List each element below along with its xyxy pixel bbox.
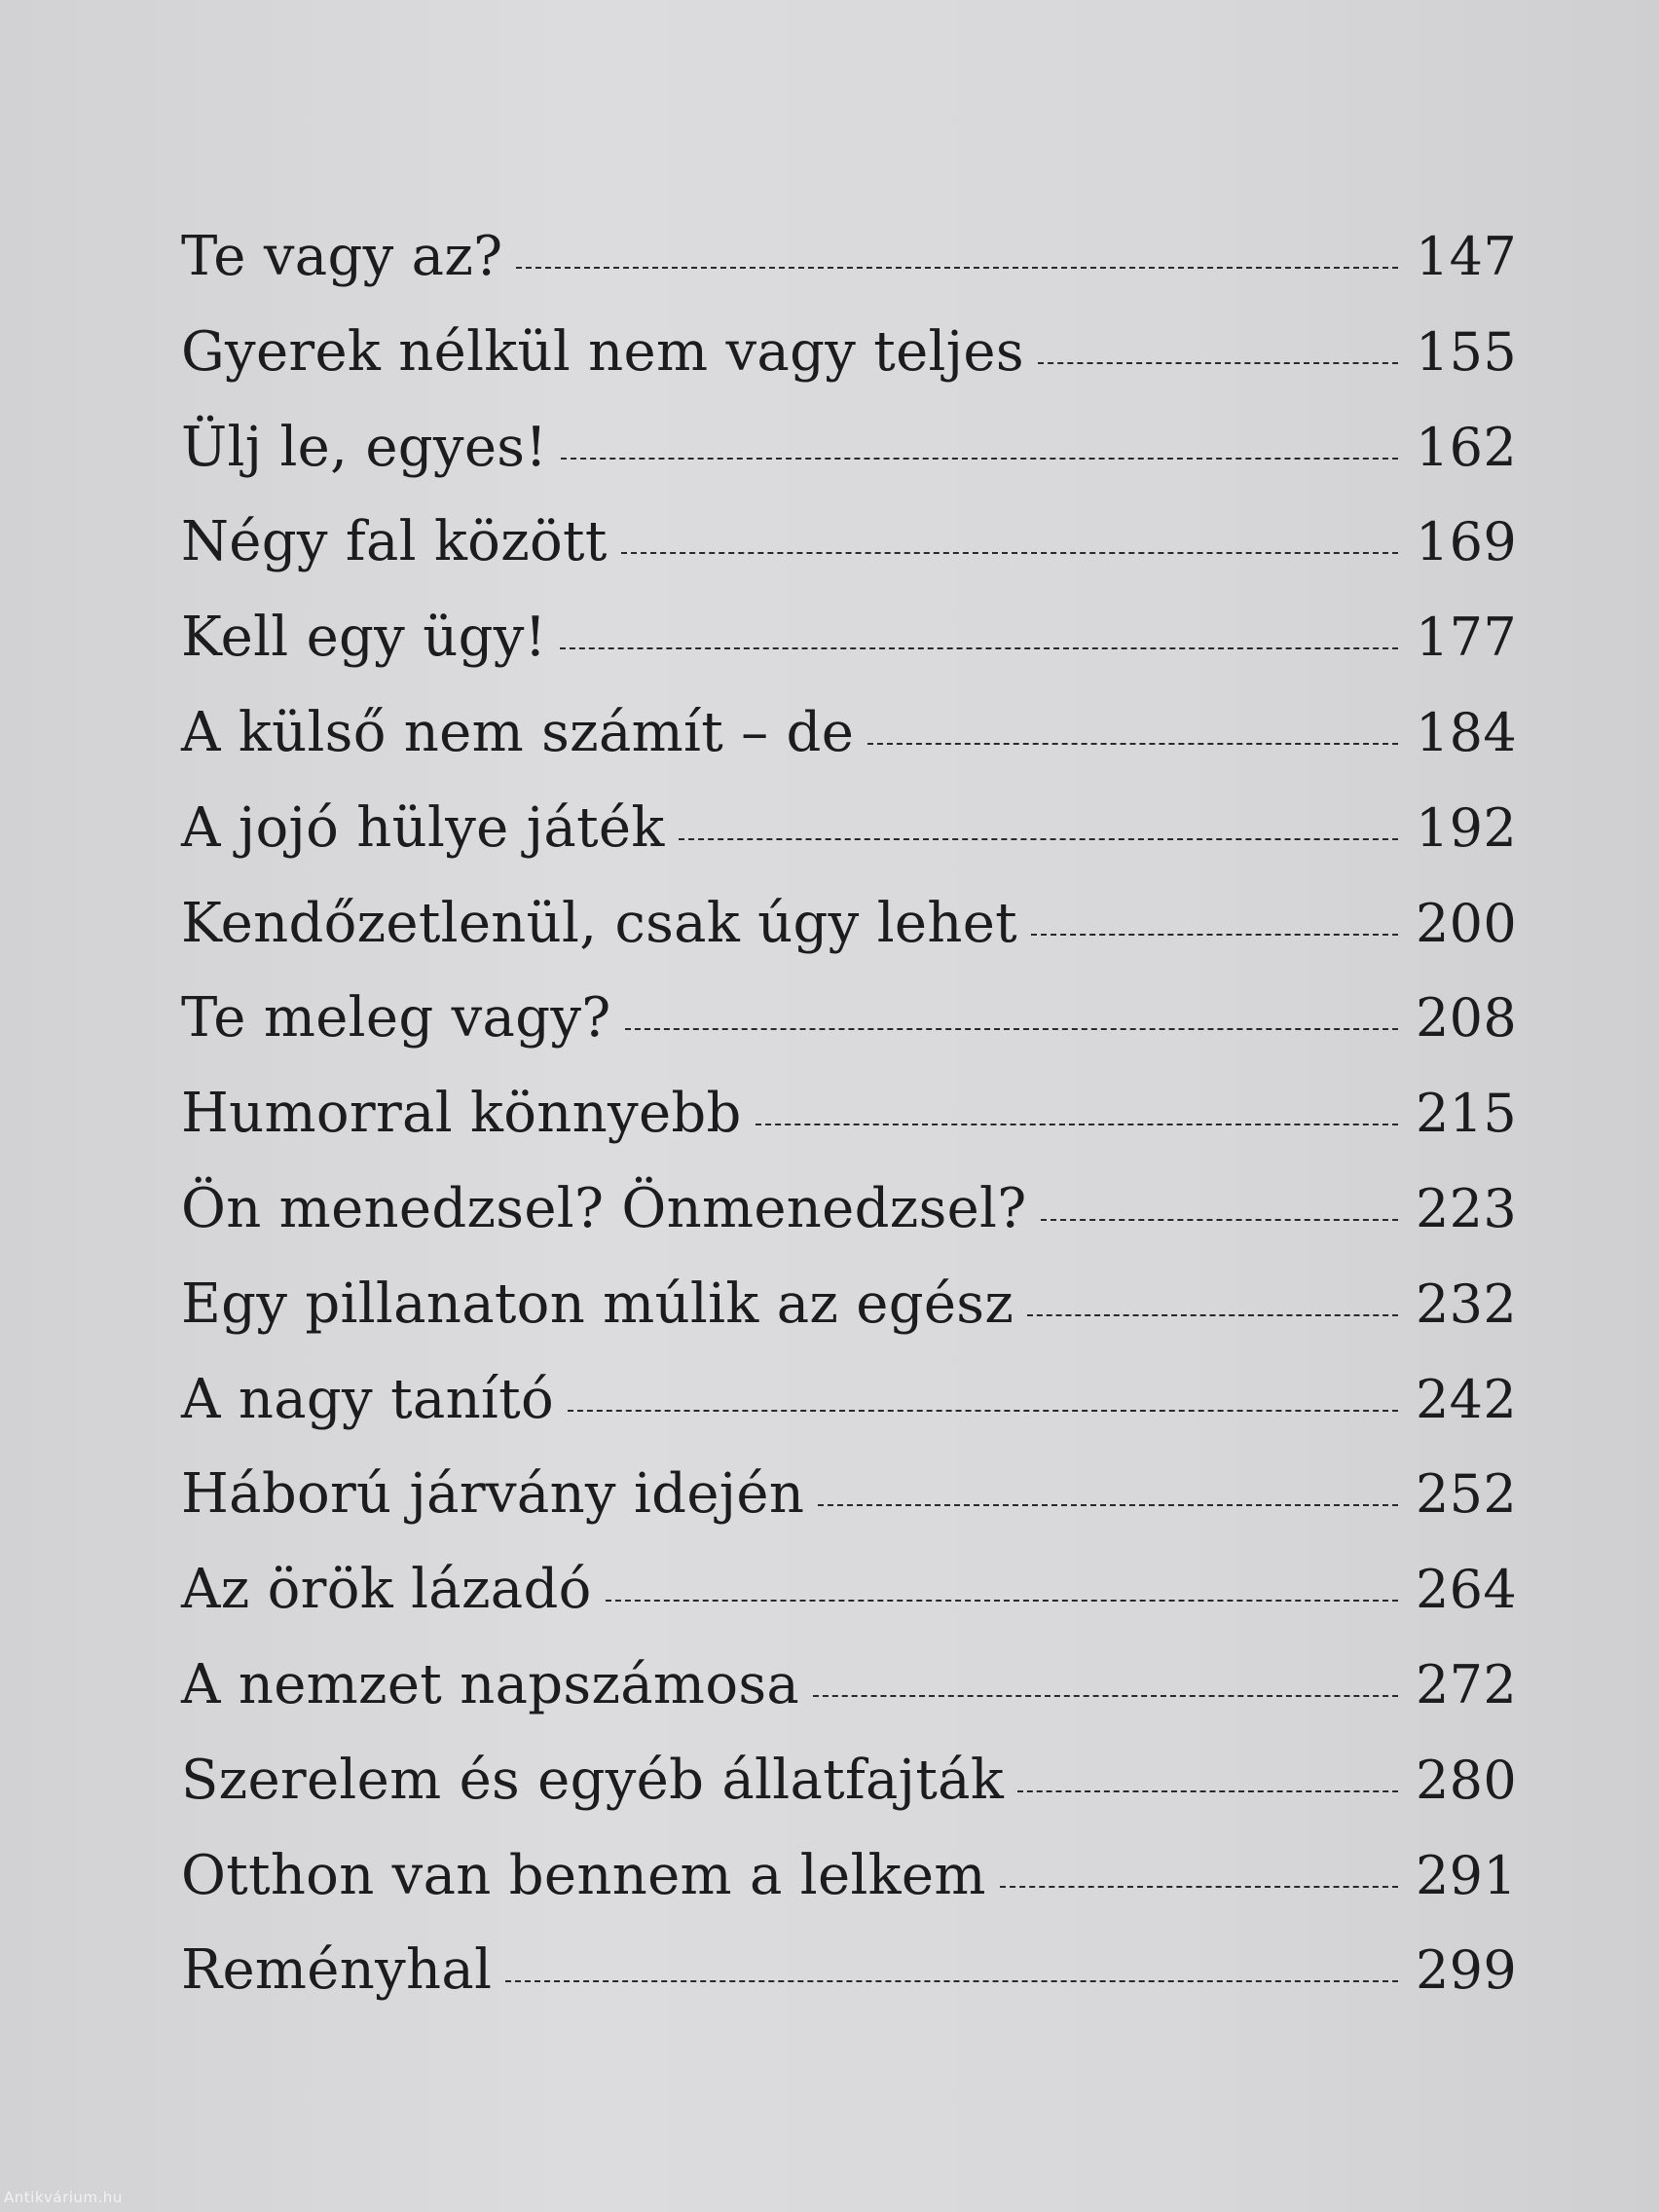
toc-entry-page: 223: [1416, 1177, 1517, 1239]
toc-leader-dots: [1038, 362, 1398, 364]
toc-entry-title: A jojó hülye játék: [181, 795, 665, 860]
toc-entry-title: Gyerek nélkül nem vagy teljes: [181, 319, 1024, 384]
toc-leader-dots: [516, 267, 1398, 269]
table-of-contents: [181, 209, 1517, 2018]
toc-leader-dots: [568, 1410, 1398, 1412]
toc-leader-dots: [1031, 934, 1398, 936]
toc-entry: [181, 781, 1517, 876]
toc-entry: [181, 1638, 1517, 1733]
toc-entry-page: 252: [1416, 1463, 1517, 1526]
toc-entry-title: Reményhal: [181, 1938, 493, 2003]
toc-entry: [181, 400, 1517, 496]
toc-entry-page: 264: [1416, 1559, 1517, 1621]
toc-entry-title: Háború járvány idején: [181, 1462, 805, 1527]
toc-entry: [181, 209, 1517, 305]
toc-entry: [181, 1542, 1517, 1638]
toc-entry-title: Otthon van bennem a lelkem: [181, 1843, 986, 1907]
toc-entry-title: Te vagy az?: [181, 225, 503, 288]
toc-entry-title: Humorral könnyebb: [181, 1082, 742, 1146]
toc-leader-dots: [560, 647, 1398, 649]
toc-leader-dots: [1041, 1219, 1398, 1221]
toc-entry-page: 242: [1416, 1368, 1517, 1430]
toc-leader-dots: [1027, 1314, 1398, 1316]
toc-leader-dots: [818, 1504, 1398, 1506]
toc-entry: [181, 1352, 1517, 1448]
toc-leader-dots: [679, 838, 1398, 840]
toc-entry: [181, 1733, 1517, 1828]
toc-leader-dots: [505, 1980, 1398, 1982]
toc-entry-page: 280: [1416, 1749, 1517, 1811]
toc-entry-title: Egy pillanaton múlik az egész: [181, 1272, 1014, 1336]
toc-leader-dots: [1017, 1790, 1398, 1792]
toc-entry-page: 215: [1416, 1083, 1517, 1145]
toc-entry: [181, 685, 1517, 781]
toc-leader-dots: [625, 1028, 1398, 1030]
toc-entry-page: 200: [1416, 892, 1517, 954]
toc-leader-dots: [756, 1124, 1398, 1125]
toc-leader-dots: [1000, 1886, 1398, 1888]
toc-entry-title: Kell egy ügy!: [181, 606, 547, 670]
toc-entry: [181, 590, 1517, 685]
toc-entry-title: Négy fal között: [181, 510, 608, 574]
toc-leader-dots: [813, 1695, 1398, 1697]
toc-leader-dots: [606, 1600, 1398, 1602]
toc-entry-page: 208: [1416, 987, 1517, 1050]
toc-entry: [181, 1161, 1517, 1257]
toc-leader-dots: [621, 552, 1398, 554]
toc-entry-title: Kendőzetlenül, csak úgy lehet: [181, 891, 1017, 955]
toc-entry-page: 272: [1416, 1653, 1517, 1715]
toc-entry-page: 147: [1416, 226, 1517, 287]
toc-entry: [181, 1257, 1517, 1352]
toc-entry: [181, 1828, 1517, 1924]
toc-entry-title: A külső nem számít – de: [181, 700, 855, 764]
toc-entry-page: 192: [1416, 796, 1517, 859]
toc-entry-page: 232: [1416, 1272, 1517, 1335]
toc-entry-title: Ön menedzsel? Önmenedzsel?: [181, 1176, 1027, 1240]
toc-entry-title: A nemzet napszámosa: [181, 1652, 800, 1716]
toc-entry-title: A nagy tanító: [181, 1367, 554, 1431]
toc-entry-page: 177: [1416, 607, 1517, 669]
toc-entry: [181, 971, 1517, 1066]
toc-entry: [181, 876, 1517, 972]
toc-entry-page: 155: [1416, 320, 1517, 383]
toc-entry: [181, 1923, 1517, 2018]
toc-entry-title: Ülj le, egyes!: [181, 415, 548, 479]
toc-leader-dots: [561, 458, 1398, 460]
toc-entry-page: 162: [1416, 416, 1517, 478]
watermark-text: Antikvárium.hu: [4, 2189, 123, 2206]
toc-leader-dots: [867, 743, 1398, 745]
toc-entry: [181, 1447, 1517, 1542]
toc-entry-title: Az örök lázadó: [181, 1558, 592, 1622]
toc-entry-page: 299: [1416, 1939, 1517, 2002]
toc-entry: [181, 495, 1517, 590]
toc-entry-title: Szerelem és egyéb állatfajták: [181, 1748, 1005, 1812]
toc-entry-title: Te meleg vagy?: [181, 986, 611, 1051]
toc-entry-page: 291: [1416, 1844, 1517, 1906]
toc-entry: [181, 305, 1517, 400]
toc-entry-page: 184: [1416, 701, 1517, 763]
toc-entry: [181, 1066, 1517, 1161]
toc-entry-page: 169: [1416, 511, 1517, 573]
